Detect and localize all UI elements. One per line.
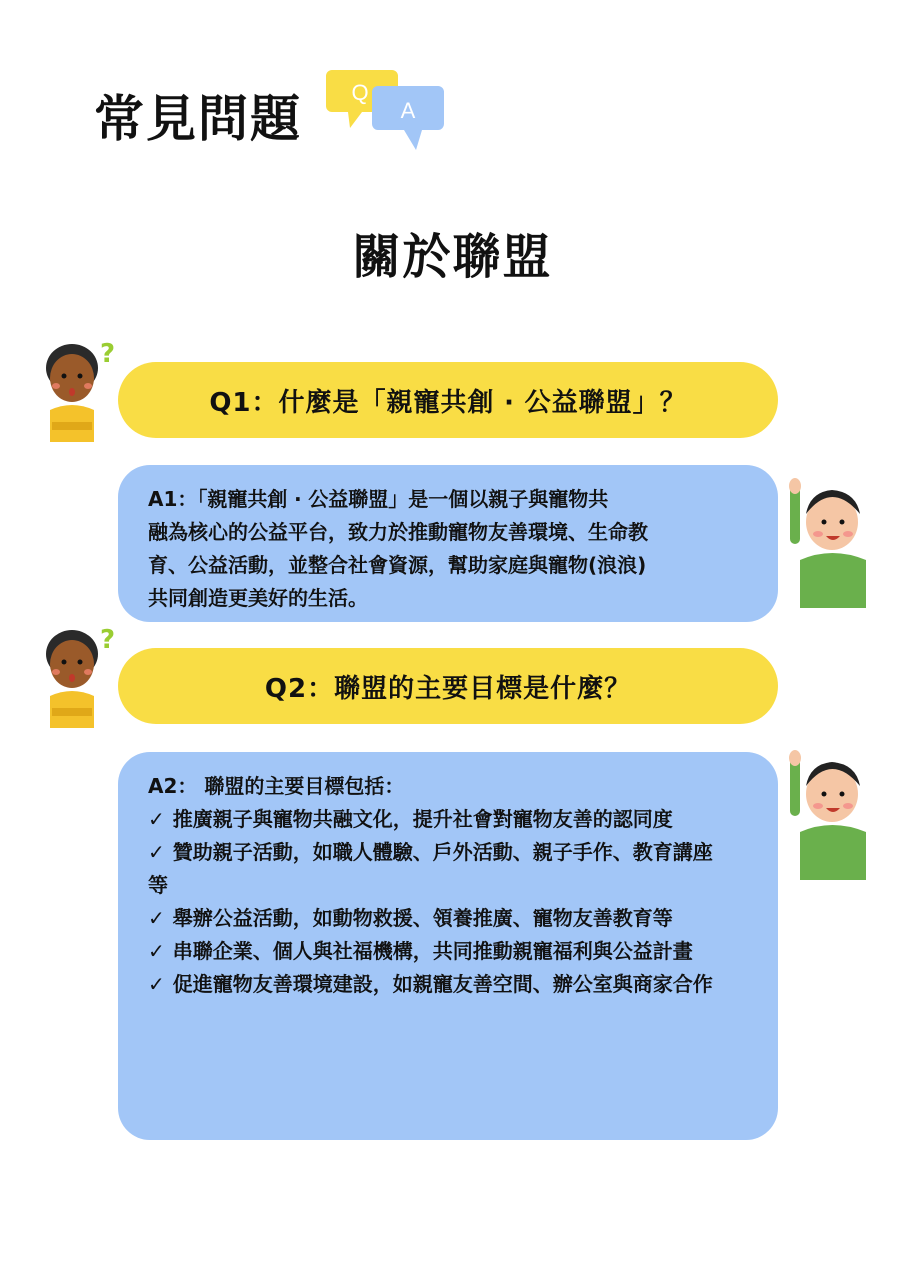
answer-2-intro: A2： 聯盟的主要目標包括： bbox=[148, 774, 405, 798]
check-icon: ✓ bbox=[148, 807, 165, 831]
check-icon: ✓ bbox=[148, 906, 165, 930]
answer-2 bbox=[118, 752, 778, 1140]
answer-1 bbox=[118, 465, 778, 622]
answer-1-line: 融為核心的公益平台，致力於推動寵物友善環境、生命教 bbox=[148, 520, 648, 544]
qa-icon-q: Q bbox=[351, 80, 369, 105]
qa-icon-a: A bbox=[400, 98, 416, 123]
answer-1-line: 共同創造更美好的生活。 bbox=[148, 586, 368, 610]
page-title: 常見問題 bbox=[94, 90, 302, 148]
answer-2-item bbox=[148, 836, 726, 902]
hand-raising-man-icon bbox=[786, 750, 868, 880]
check-icon: ✓ bbox=[148, 939, 165, 963]
svg-text:?: ? bbox=[100, 625, 116, 655]
qa-bubbles-icon bbox=[322, 66, 446, 152]
thinking-boy-icon bbox=[38, 338, 122, 442]
answer-2-item-text: 促進寵物友善環境建設，如親寵友善空間、辦公室與商家合作 bbox=[172, 972, 713, 996]
svg-text:?: ? bbox=[100, 339, 116, 369]
answer-2-item bbox=[148, 935, 726, 968]
answer-2-item-text: 舉辦公益活動，如動物救援、領養推廣、寵物友善教育等 bbox=[172, 906, 673, 930]
section-title: 關於聯盟 bbox=[352, 229, 553, 285]
answer-2-item-text: 串聯企業、個人與社福機構，共同推動親寵福利與公益計畫 bbox=[172, 939, 693, 963]
answer-1-line: A1：「親寵共創 ‧ 公益聯盟」是一個以親子與寵物共 bbox=[148, 487, 609, 511]
question-2: Q2：聯盟的主要目標是什麼？ bbox=[118, 648, 778, 724]
hand-raising-man-icon bbox=[786, 478, 868, 608]
check-icon: ✓ bbox=[148, 840, 165, 864]
answer-2-item-text: 推廣親子與寵物共融文化，提升社會對寵物友善的認同度 bbox=[172, 807, 673, 831]
answer-2-item bbox=[148, 968, 726, 1001]
thinking-boy-icon bbox=[38, 624, 122, 728]
answer-2-item bbox=[148, 803, 726, 836]
answer-2-item bbox=[148, 902, 726, 935]
answer-2-item-text: 贊助親子活動，如職人體驗、戶外活動、親子手作、教育講座等 bbox=[148, 840, 713, 897]
question-1: Q1：什麼是「親寵共創 ‧ 公益聯盟」？ bbox=[118, 362, 778, 438]
answer-1-line: 育、公益活動，並整合社會資源，幫助家庭與寵物(浪浪) bbox=[148, 553, 647, 577]
check-icon: ✓ bbox=[148, 972, 165, 996]
